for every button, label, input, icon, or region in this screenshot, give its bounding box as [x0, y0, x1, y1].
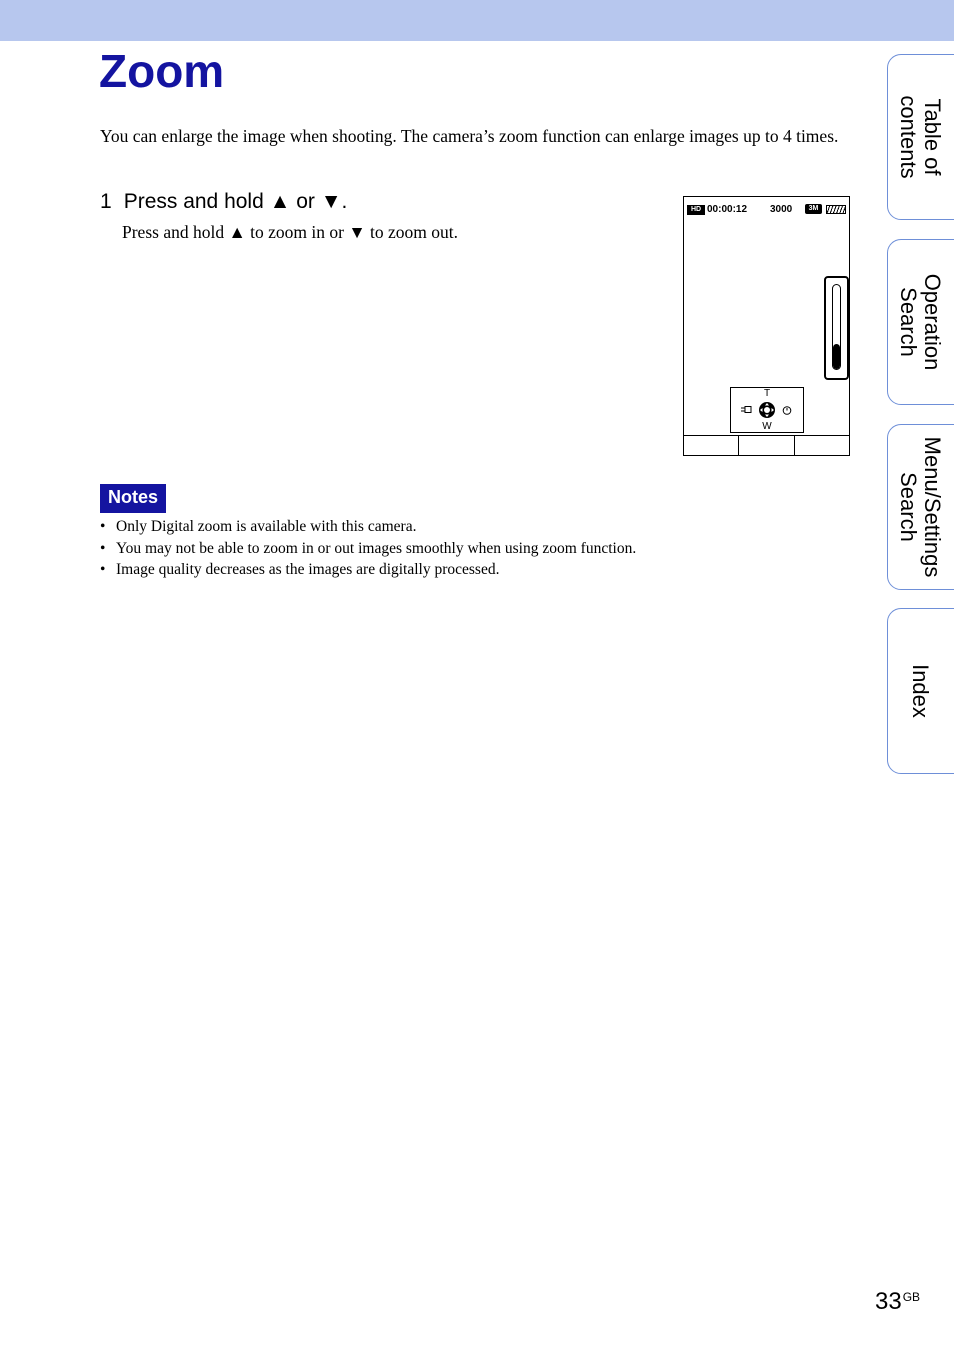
menu-slot — [794, 436, 849, 455]
camera-screen-illustration — [683, 196, 850, 456]
tab-operation-search[interactable] — [887, 239, 954, 405]
intro-paragraph: You can enlarge the image when shooting. The camera’s zoom function can enlarge images up to 4 times. — [100, 126, 839, 146]
flash-icon — [741, 407, 751, 413]
note-item: • Image quality decreases as the images are digitally processed. — [100, 559, 636, 581]
page-number-value: 33 — [875, 1288, 902, 1315]
tab-label: Operation Search — [896, 273, 945, 371]
note-item: • You may not be able to zoom in or out images smoothly when using zoom function. — [100, 538, 636, 560]
step-title: Press and hold ▲ or ▼. — [123, 190, 348, 213]
zoom-indicator — [824, 276, 849, 380]
header-bar — [0, 0, 954, 41]
tab-menu-settings-search[interactable] — [887, 424, 954, 590]
note-item: • Only Digital zoom is available with this camera. — [100, 516, 636, 538]
tele-label: T — [763, 388, 771, 399]
tab-label: Index — [908, 664, 933, 718]
notes-list — [100, 516, 636, 581]
shots-remaining: 3000 — [770, 204, 793, 215]
tab-label: Table of contents — [896, 95, 945, 179]
step-number: 1 — [100, 190, 112, 213]
recording-time: 00:00:12 — [707, 204, 748, 215]
step-description: Press and hold ▲ to zoom in or ▼ to zoom out. — [122, 222, 459, 242]
zoom-level-fill — [833, 344, 840, 369]
menu-slot — [684, 436, 738, 455]
image-size-badge: 3M — [805, 204, 822, 214]
page-number — [875, 1288, 920, 1316]
bottom-menu-bar — [684, 435, 849, 455]
menu-slot — [738, 436, 793, 455]
battery-icon — [826, 205, 846, 214]
dpad-icon — [759, 402, 775, 418]
notes-label: Notes — [100, 484, 166, 513]
page-title: Zoom — [99, 45, 225, 97]
tab-index[interactable] — [887, 608, 954, 774]
control-pad-icons — [731, 400, 803, 420]
step-heading — [100, 188, 347, 216]
self-timer-icon — [783, 407, 791, 415]
wide-label: W — [762, 421, 772, 432]
tab-label: Menu/Settings Search — [896, 436, 945, 578]
zoom-track — [832, 284, 841, 370]
control-pad — [730, 387, 804, 433]
page-number-suffix: GB — [902, 1290, 921, 1304]
hd-badge: HD — [687, 205, 705, 215]
tab-table-of-contents[interactable] — [887, 54, 954, 220]
